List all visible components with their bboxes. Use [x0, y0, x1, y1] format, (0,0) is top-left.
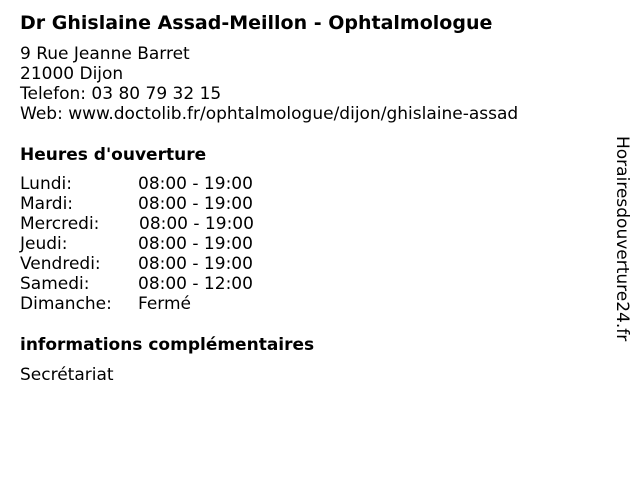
day-label: Samedi: [20, 274, 90, 294]
time-value: 08:00 - 19:00 [138, 254, 253, 274]
hours-row-monday [20, 174, 320, 194]
opening-hours-table [20, 174, 320, 314]
additional-info-heading: informations complémentaires [20, 335, 315, 355]
website-link: Web: www.doctolib.fr/ophtalmologue/dijon/ghislaine-assad [20, 104, 519, 124]
day-label: Vendredi: [20, 254, 101, 274]
hours-row-wednesday [20, 214, 320, 234]
page-title: Dr Ghislaine Assad-Meillon - Ophtalmologue [20, 12, 493, 34]
day-label: Dimanche: [20, 294, 112, 314]
additional-info-text: Secrétariat [20, 365, 114, 385]
city: 21000 Dijon [20, 64, 124, 84]
hours-row-friday [20, 254, 320, 274]
phone-number: Telefon: 03 80 79 32 15 [20, 84, 222, 104]
hours-row-thursday [20, 234, 320, 254]
day-label: Lundi: [20, 174, 72, 194]
opening-hours-heading: Heures d'ouverture [20, 145, 207, 165]
time-value: 08:00 - 19:00 [139, 214, 254, 234]
time-value: 08:00 - 19:00 [138, 174, 253, 194]
hours-row-sunday [20, 294, 320, 314]
time-value: Fermé [138, 294, 192, 314]
hours-row-saturday [20, 274, 320, 294]
hours-row-tuesday [20, 194, 320, 214]
time-value: 08:00 - 12:00 [138, 274, 253, 294]
time-value: 08:00 - 19:00 [138, 234, 253, 254]
watermark-text: Horairesdouverture24.fr [612, 136, 632, 342]
day-label: Mercredi: [20, 214, 100, 234]
address-block [20, 44, 518, 124]
watermark [612, 136, 632, 346]
day-label: Jeudi: [20, 234, 68, 254]
day-label: Mardi: [20, 194, 74, 214]
street-address: 9 Rue Jeanne Barret [20, 44, 190, 64]
time-value: 08:00 - 19:00 [138, 194, 253, 214]
